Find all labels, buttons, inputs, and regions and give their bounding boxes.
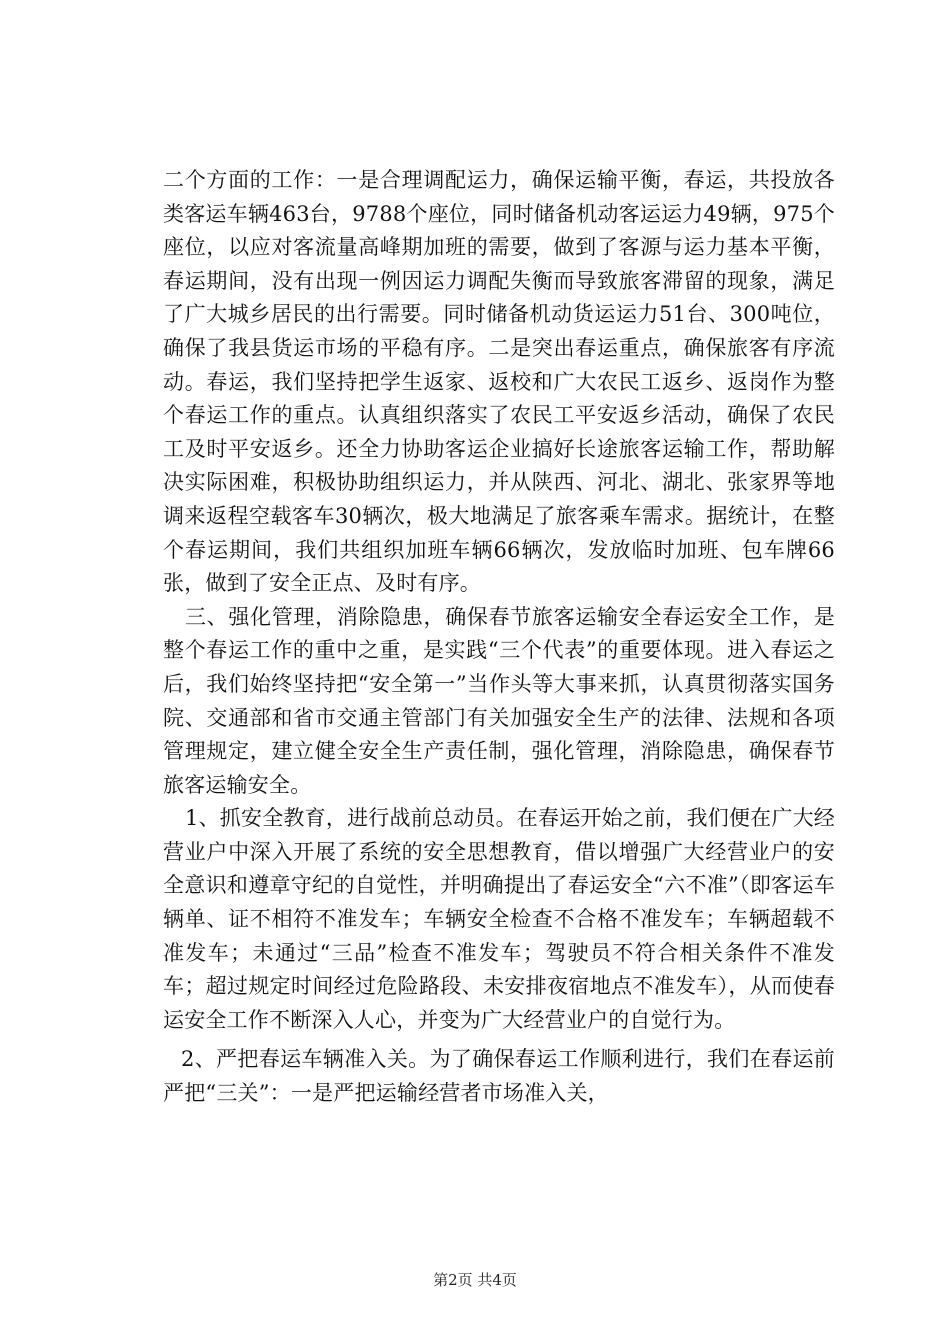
page-number-footer: 第2页 共4页 — [433, 1271, 517, 1289]
document-body — [163, 164, 835, 1111]
paragraph-safety-education: 1、抓安全教育，进行战前总动员。在春运开始之前，我们便在广大经营业户中深入开展了系统的安全思想教育，借以增强广大经营业户的安全意识和遵章守纪的自觉性，并明确提出了春运安全“六不准”（即客运车辆单、证不相符不准发车；车辆安全检查不合格不准发车；车辆超载不准发车；未通过“三品”检查不准发车；驾驶员不符合相关条件不准发车；超过规定时间经过危险路段、未安排夜宿地点不准发车），从而使春运安全工作不断深入人心，并变为广大经营业户的自觉行为。 — [163, 806, 835, 1032]
paragraph-vehicle-access: 2、严把春运车辆准入关。为了确保春运工作顺利进行，我们在春运前严把“三关”：一是严把运输经营者市场准入关， — [163, 1047, 835, 1106]
paragraph-transport-work: 二个方面的工作：一是合理调配运力，确保运输平衡，春运，共投放各类客运车辆463台，9788个座位，同时储备机动客运运力49辆，975个座位，以应对客流量高峰期加班的需要，做到了客源与运力基本平衡，春运期间，没有出现一例因运力调配失衡而导致旅客滞留的现象，满足了广大城乡居民的出行需要。同时储备机动货运运力51台、300吨位，确保了我县货运市场的平稳有序。二是突出春运重点，确保旅客有序流动。春运，我们坚持把学生返家、返校和广大农民工返乡、返岗作为整个春运工作的重点。认真组织落实了农民工平安返乡活动，确保了农民工及时平安返乡。还全力协助客运企业搞好长途旅客运输工作，帮助解决实际困难，积极协助组织运力，并从陕西、河北、湖北、张家界等地调来返程空载客车30辆次，极大地满足了旅客乘车需求。据统计，在整个春运期间，我们共组织加班车辆66辆次，发放临时加班、包车牌66张，做到了安全正点、及时有序。 — [163, 168, 835, 596]
paragraph-safety-management: 三、强化管理，消除隐患，确保春节旅客运输安全春运安全工作，是整个春运工作的重中之重，是实践“三个代表”的重要体现。进入春运之后，我们始终坚持把“安全第一”当作头等大事来抓，认真贯彻落实国务院、交通部和省市交通主管部门有关加强安全生产的法律、法规和各项管理规定，建立健全安全生产责任制，强化管理，消除隐患，确保春节旅客运输安全。 — [163, 604, 835, 797]
